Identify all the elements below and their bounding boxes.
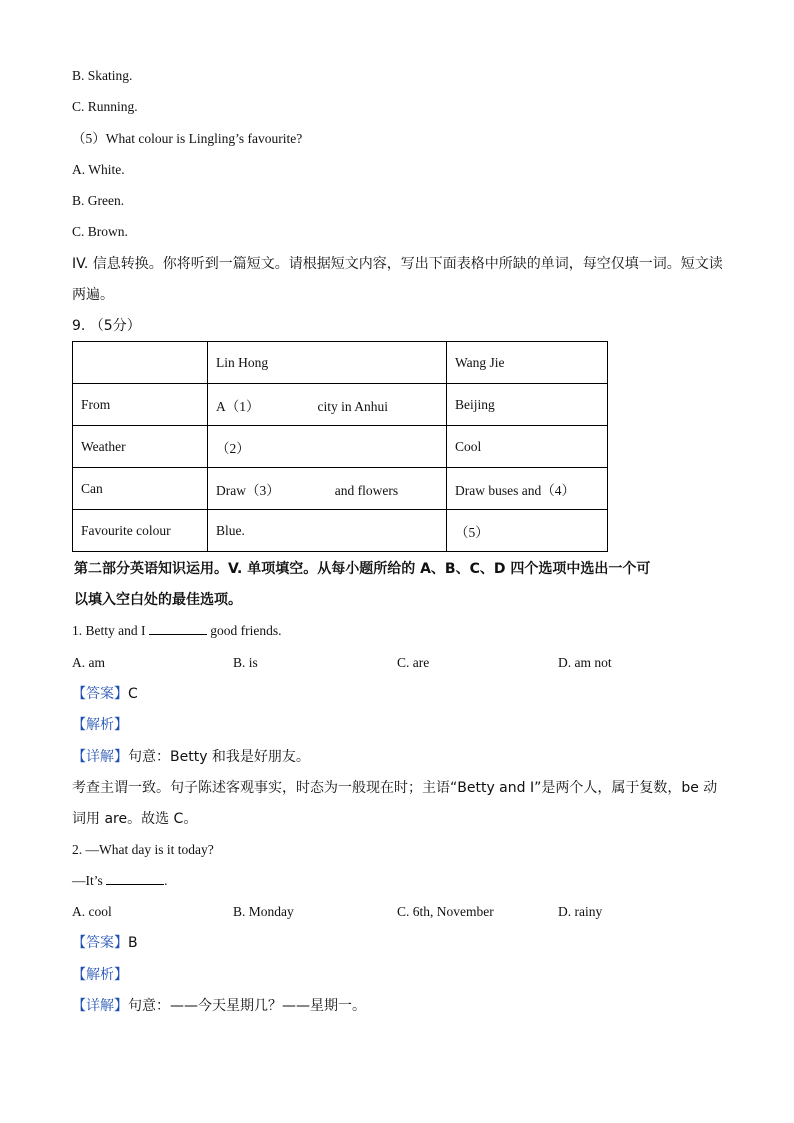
table-cell xyxy=(73,342,208,384)
table-cell: （5） xyxy=(447,510,608,552)
item1-detail xyxy=(72,748,310,766)
table-row xyxy=(73,426,608,468)
item2-analysis-tag xyxy=(72,966,128,984)
cell-text: city in Anhui xyxy=(317,398,388,414)
option-b-skating: B. Skating. xyxy=(72,68,133,83)
answer-value: B xyxy=(128,935,138,951)
item1-answer xyxy=(72,685,138,703)
cell-text: Can xyxy=(81,480,103,496)
stem-text: . xyxy=(164,873,168,888)
table-row xyxy=(73,384,608,426)
table-row xyxy=(73,510,608,552)
table-cell: Weather xyxy=(73,426,208,468)
answer-tag: 【答案】 xyxy=(72,935,128,951)
answer-tag: 【答案】 xyxy=(72,686,128,702)
detail-tag: 【详解】 xyxy=(72,998,128,1014)
blank-text: （2） xyxy=(216,440,250,456)
item1-option-a: A. am xyxy=(72,655,105,670)
blank-text: A（1） xyxy=(216,398,260,414)
item2-detail xyxy=(72,997,366,1015)
question-5: （5）What colour is Lingling’s favourite? xyxy=(72,131,303,146)
table-cell xyxy=(208,426,447,468)
item1-option-c: C. are xyxy=(397,655,430,670)
item2-option-d: D. rainy xyxy=(558,904,603,919)
q5-option-a: A. White. xyxy=(72,162,125,177)
q5-option-c: C. Brown. xyxy=(72,224,128,239)
table-cell: Draw buses and（4） xyxy=(447,468,608,510)
stem-text: good friends. xyxy=(206,623,282,638)
table-cell: Cool xyxy=(447,426,608,468)
table-cell: Blue. xyxy=(208,510,447,552)
table-cell xyxy=(208,468,447,510)
table-cell: Beijing xyxy=(447,384,608,426)
item2-option-c: C. 6th, November xyxy=(397,904,494,919)
answer-value: C xyxy=(128,686,138,702)
table-cell xyxy=(73,468,208,510)
table-cell: Wang Jie xyxy=(447,342,608,384)
part2-heading-line1: 第二部分英语知识运用。V. 单项填空。从每小题所给的 A、B、C、D 四个选项中选出一个可 xyxy=(74,561,651,577)
analysis-tag: 【解析】 xyxy=(72,717,128,733)
answer-blank xyxy=(106,872,164,885)
item2-option-b: B. Monday xyxy=(233,904,294,919)
item1-option-d: D. am not xyxy=(558,655,612,670)
stem-text: 1. Betty and I xyxy=(72,623,149,638)
section4-instruction-line2: 两遍。 xyxy=(72,287,114,303)
detail-text: 句意：——今天星期几？——星期一。 xyxy=(128,998,366,1014)
item1-stem xyxy=(72,622,282,640)
table-cell: Favourite colour xyxy=(73,510,208,552)
item1-analysis-tag xyxy=(72,716,128,734)
section4-instruction-line1: IV. 信息转换。你将听到一篇短文。请根据短文内容，写出下面表格中所缺的单词，每空仅填一词。短文读 xyxy=(72,256,723,272)
item1-explain-line1: 考查主谓一致。句子陈述客观事实，时态为一般现在时；主语“Betty and I”是两个人，属于复数，be 动 xyxy=(72,780,718,796)
stem-text: —It’s xyxy=(72,873,107,888)
option-c-running: C. Running. xyxy=(72,99,138,114)
analysis-tag: 【解析】 xyxy=(72,967,128,983)
cell-text: and flowers xyxy=(334,482,399,498)
q5-option-b: B. Green. xyxy=(72,193,125,208)
item2-stem-line1: 2. —What day is it today? xyxy=(72,842,214,857)
item2-stem-line2 xyxy=(72,872,168,890)
answer-blank xyxy=(149,622,207,635)
table-cell xyxy=(208,384,447,426)
info-table xyxy=(72,341,608,552)
detail-text: 句意：Betty 和我是好朋友。 xyxy=(128,749,310,765)
part2-heading-line2: 以填入空白处的最佳选项。 xyxy=(74,592,242,608)
item2-option-a: A. cool xyxy=(72,904,112,919)
item1-explain-line2: 词用 are。故选 C。 xyxy=(72,811,198,827)
blank-text: Draw（3） xyxy=(216,482,280,498)
table-header-row xyxy=(73,342,608,384)
table-cell: From xyxy=(73,384,208,426)
detail-tag: 【详解】 xyxy=(72,749,128,765)
table-row xyxy=(73,468,608,510)
question-9-label: 9. （5分） xyxy=(72,318,141,334)
item1-option-b: B. is xyxy=(233,655,258,670)
table-cell: Lin Hong xyxy=(208,342,447,384)
item2-answer xyxy=(72,934,138,952)
